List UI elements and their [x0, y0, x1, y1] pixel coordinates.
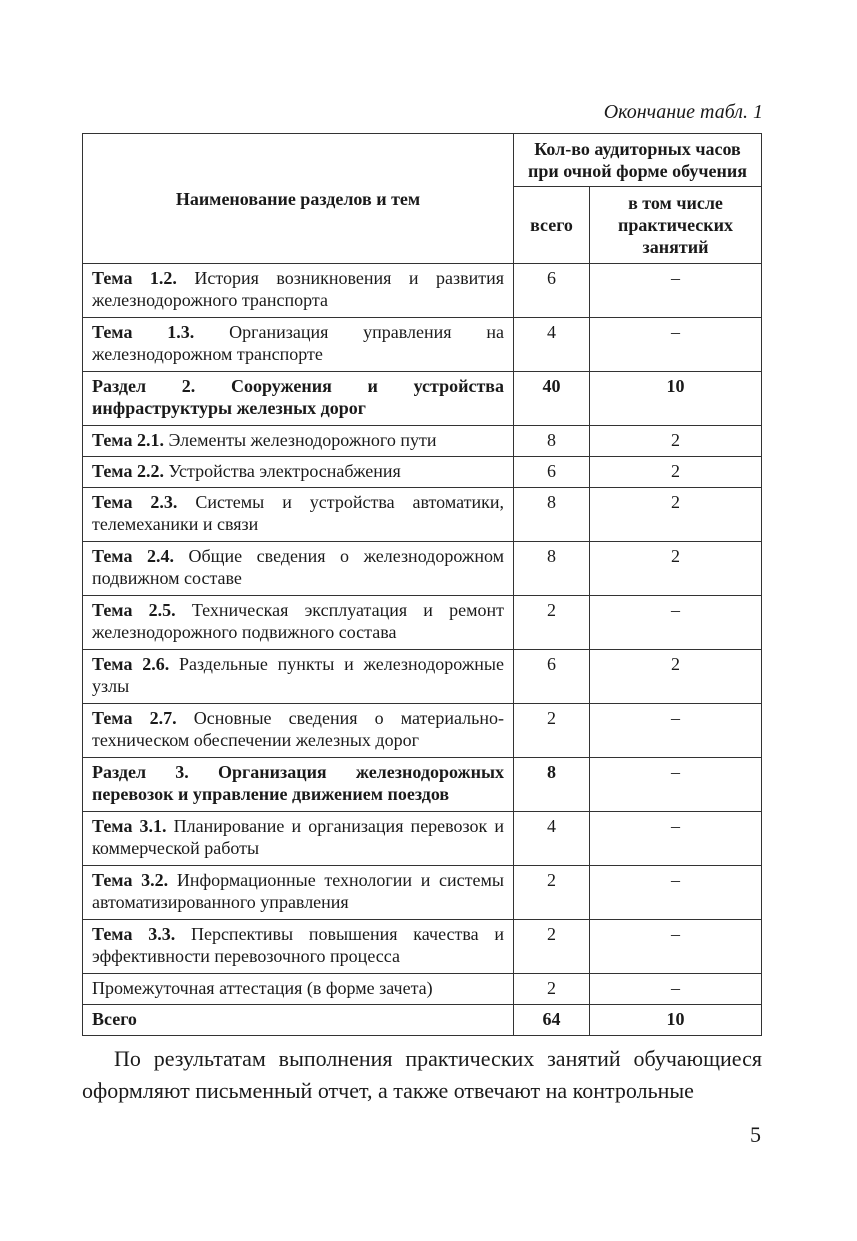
- header-name-column: Наименование разделов и тем: [83, 134, 514, 264]
- row-name: [83, 426, 514, 457]
- row-practical: –: [590, 318, 762, 372]
- row-name: [83, 542, 514, 596]
- row-total: 2: [514, 704, 590, 758]
- row-total: 2: [514, 866, 590, 920]
- row-label: Тема 2.4.: [92, 546, 174, 566]
- row-name: [83, 704, 514, 758]
- table-row: [83, 372, 762, 426]
- row-text: Устройства электроснабжения: [168, 461, 401, 481]
- table-row: [83, 866, 762, 920]
- row-label: Тема 3.2.: [92, 870, 169, 890]
- table-row: [83, 457, 762, 488]
- row-label: Тема 2.5.: [92, 600, 176, 620]
- row-name: [83, 866, 514, 920]
- table-row: [83, 812, 762, 866]
- row-text: История возникновения и развития железнодорожного транспорта: [92, 268, 505, 310]
- row-text: Системы и устройства автоматики, телемеханики и связи: [92, 492, 504, 534]
- row-total: 4: [514, 318, 590, 372]
- row-text: Организация управления на железнодорожном транспорте: [92, 322, 504, 364]
- row-label: Тема 1.2.: [92, 268, 177, 288]
- row-total: 6: [514, 457, 590, 488]
- table-row: [83, 704, 762, 758]
- row-name: [83, 758, 514, 812]
- page-number: 5: [750, 1122, 761, 1147]
- row-practical: –: [590, 758, 762, 812]
- row-name: [83, 596, 514, 650]
- row-total: 6: [514, 264, 590, 318]
- row-practical: 10: [590, 372, 762, 426]
- row-name: [83, 920, 514, 974]
- row-name: [83, 318, 514, 372]
- table-row: [83, 1005, 762, 1036]
- row-text: Общие сведения о железнодорожном подвижном составе: [92, 546, 504, 588]
- table-row: [83, 758, 762, 812]
- row-label: Тема 2.3.: [92, 492, 178, 512]
- row-text: Основные сведения о материально-техническом обеспечении железных дорог: [92, 708, 504, 750]
- row-total: 2: [514, 974, 590, 1005]
- table-row: [83, 920, 762, 974]
- table-row: [83, 426, 762, 457]
- row-total: 8: [514, 542, 590, 596]
- row-label: Всего: [92, 1009, 137, 1029]
- row-practical: –: [590, 920, 762, 974]
- row-label: Тема 2.6.: [92, 654, 170, 674]
- table-row: [83, 542, 762, 596]
- row-name: [83, 488, 514, 542]
- row-practical: –: [590, 812, 762, 866]
- row-label: Тема 1.3.: [92, 322, 195, 342]
- row-name: [83, 264, 514, 318]
- row-total: 2: [514, 920, 590, 974]
- row-label: Тема 3.3.: [92, 924, 176, 944]
- row-practical: –: [590, 596, 762, 650]
- row-practical: –: [590, 866, 762, 920]
- row-practical: 2: [590, 426, 762, 457]
- row-label: Тема 2.7.: [92, 708, 177, 728]
- row-practical: 2: [590, 457, 762, 488]
- row-name: [83, 372, 514, 426]
- body-paragraph: По результатам выполнения практических занятий обучающиеся оформляют письменный отчет, а также отвечают на контрольные: [82, 1046, 762, 1103]
- row-text: Планирование и организация перевозок и коммерческой работы: [92, 816, 505, 858]
- row-label: Раздел 2.: [92, 376, 196, 396]
- row-label: Тема 2.2.: [92, 461, 164, 481]
- row-total: 8: [514, 488, 590, 542]
- row-label: Тема 2.1.: [92, 430, 164, 450]
- row-total: 2: [514, 596, 590, 650]
- row-text: Перспективы повышения качества и эффективности перевозочного процесса: [92, 924, 504, 966]
- row-text: Элементы железнодорожного пути: [168, 430, 437, 450]
- row-name: [83, 1005, 514, 1036]
- row-text: Раздельные пункты и железнодорожные узлы: [92, 654, 505, 696]
- row-text: Промежуточная аттестация (в форме зачета): [92, 978, 433, 998]
- table-row: [83, 596, 762, 650]
- row-practical: 2: [590, 542, 762, 596]
- row-text: Сооружения и устройства инфраструктуры железных дорог: [92, 376, 505, 418]
- row-practical: –: [590, 974, 762, 1005]
- row-total: 8: [514, 426, 590, 457]
- table-row: [83, 488, 762, 542]
- row-total: 8: [514, 758, 590, 812]
- row-text: Информационные технологии и системы автоматизированного управления: [92, 870, 505, 912]
- row-total: 4: [514, 812, 590, 866]
- row-text: Техническая эксплуатация и ремонт железнодорожного подвижного состава: [92, 600, 505, 642]
- row-label: Тема 3.1.: [92, 816, 167, 836]
- row-practical: 2: [590, 488, 762, 542]
- row-practical: 10: [590, 1005, 762, 1036]
- table-row: [83, 974, 762, 1005]
- row-name: [83, 650, 514, 704]
- header-practical: в том числе практических занятий: [590, 187, 762, 264]
- header-hours-group: Кол-во аудиторных часов при очной форме обучения: [514, 134, 762, 187]
- row-text: Организация железнодорожных перевозок и управление движением поездов: [92, 762, 505, 804]
- row-practical: –: [590, 264, 762, 318]
- hours-table: [82, 133, 762, 1036]
- row-name: [83, 974, 514, 1005]
- row-practical: 2: [590, 650, 762, 704]
- row-total: 40: [514, 372, 590, 426]
- row-name: [83, 457, 514, 488]
- row-label: Раздел 3.: [92, 762, 189, 782]
- row-total: 6: [514, 650, 590, 704]
- table-row: [83, 650, 762, 704]
- table-caption: Окончание табл. 1: [603, 101, 763, 123]
- row-total: 64: [514, 1005, 590, 1036]
- table-row: [83, 318, 762, 372]
- header-total: всего: [514, 187, 590, 264]
- row-name: [83, 812, 514, 866]
- table-row: [83, 264, 762, 318]
- row-practical: –: [590, 704, 762, 758]
